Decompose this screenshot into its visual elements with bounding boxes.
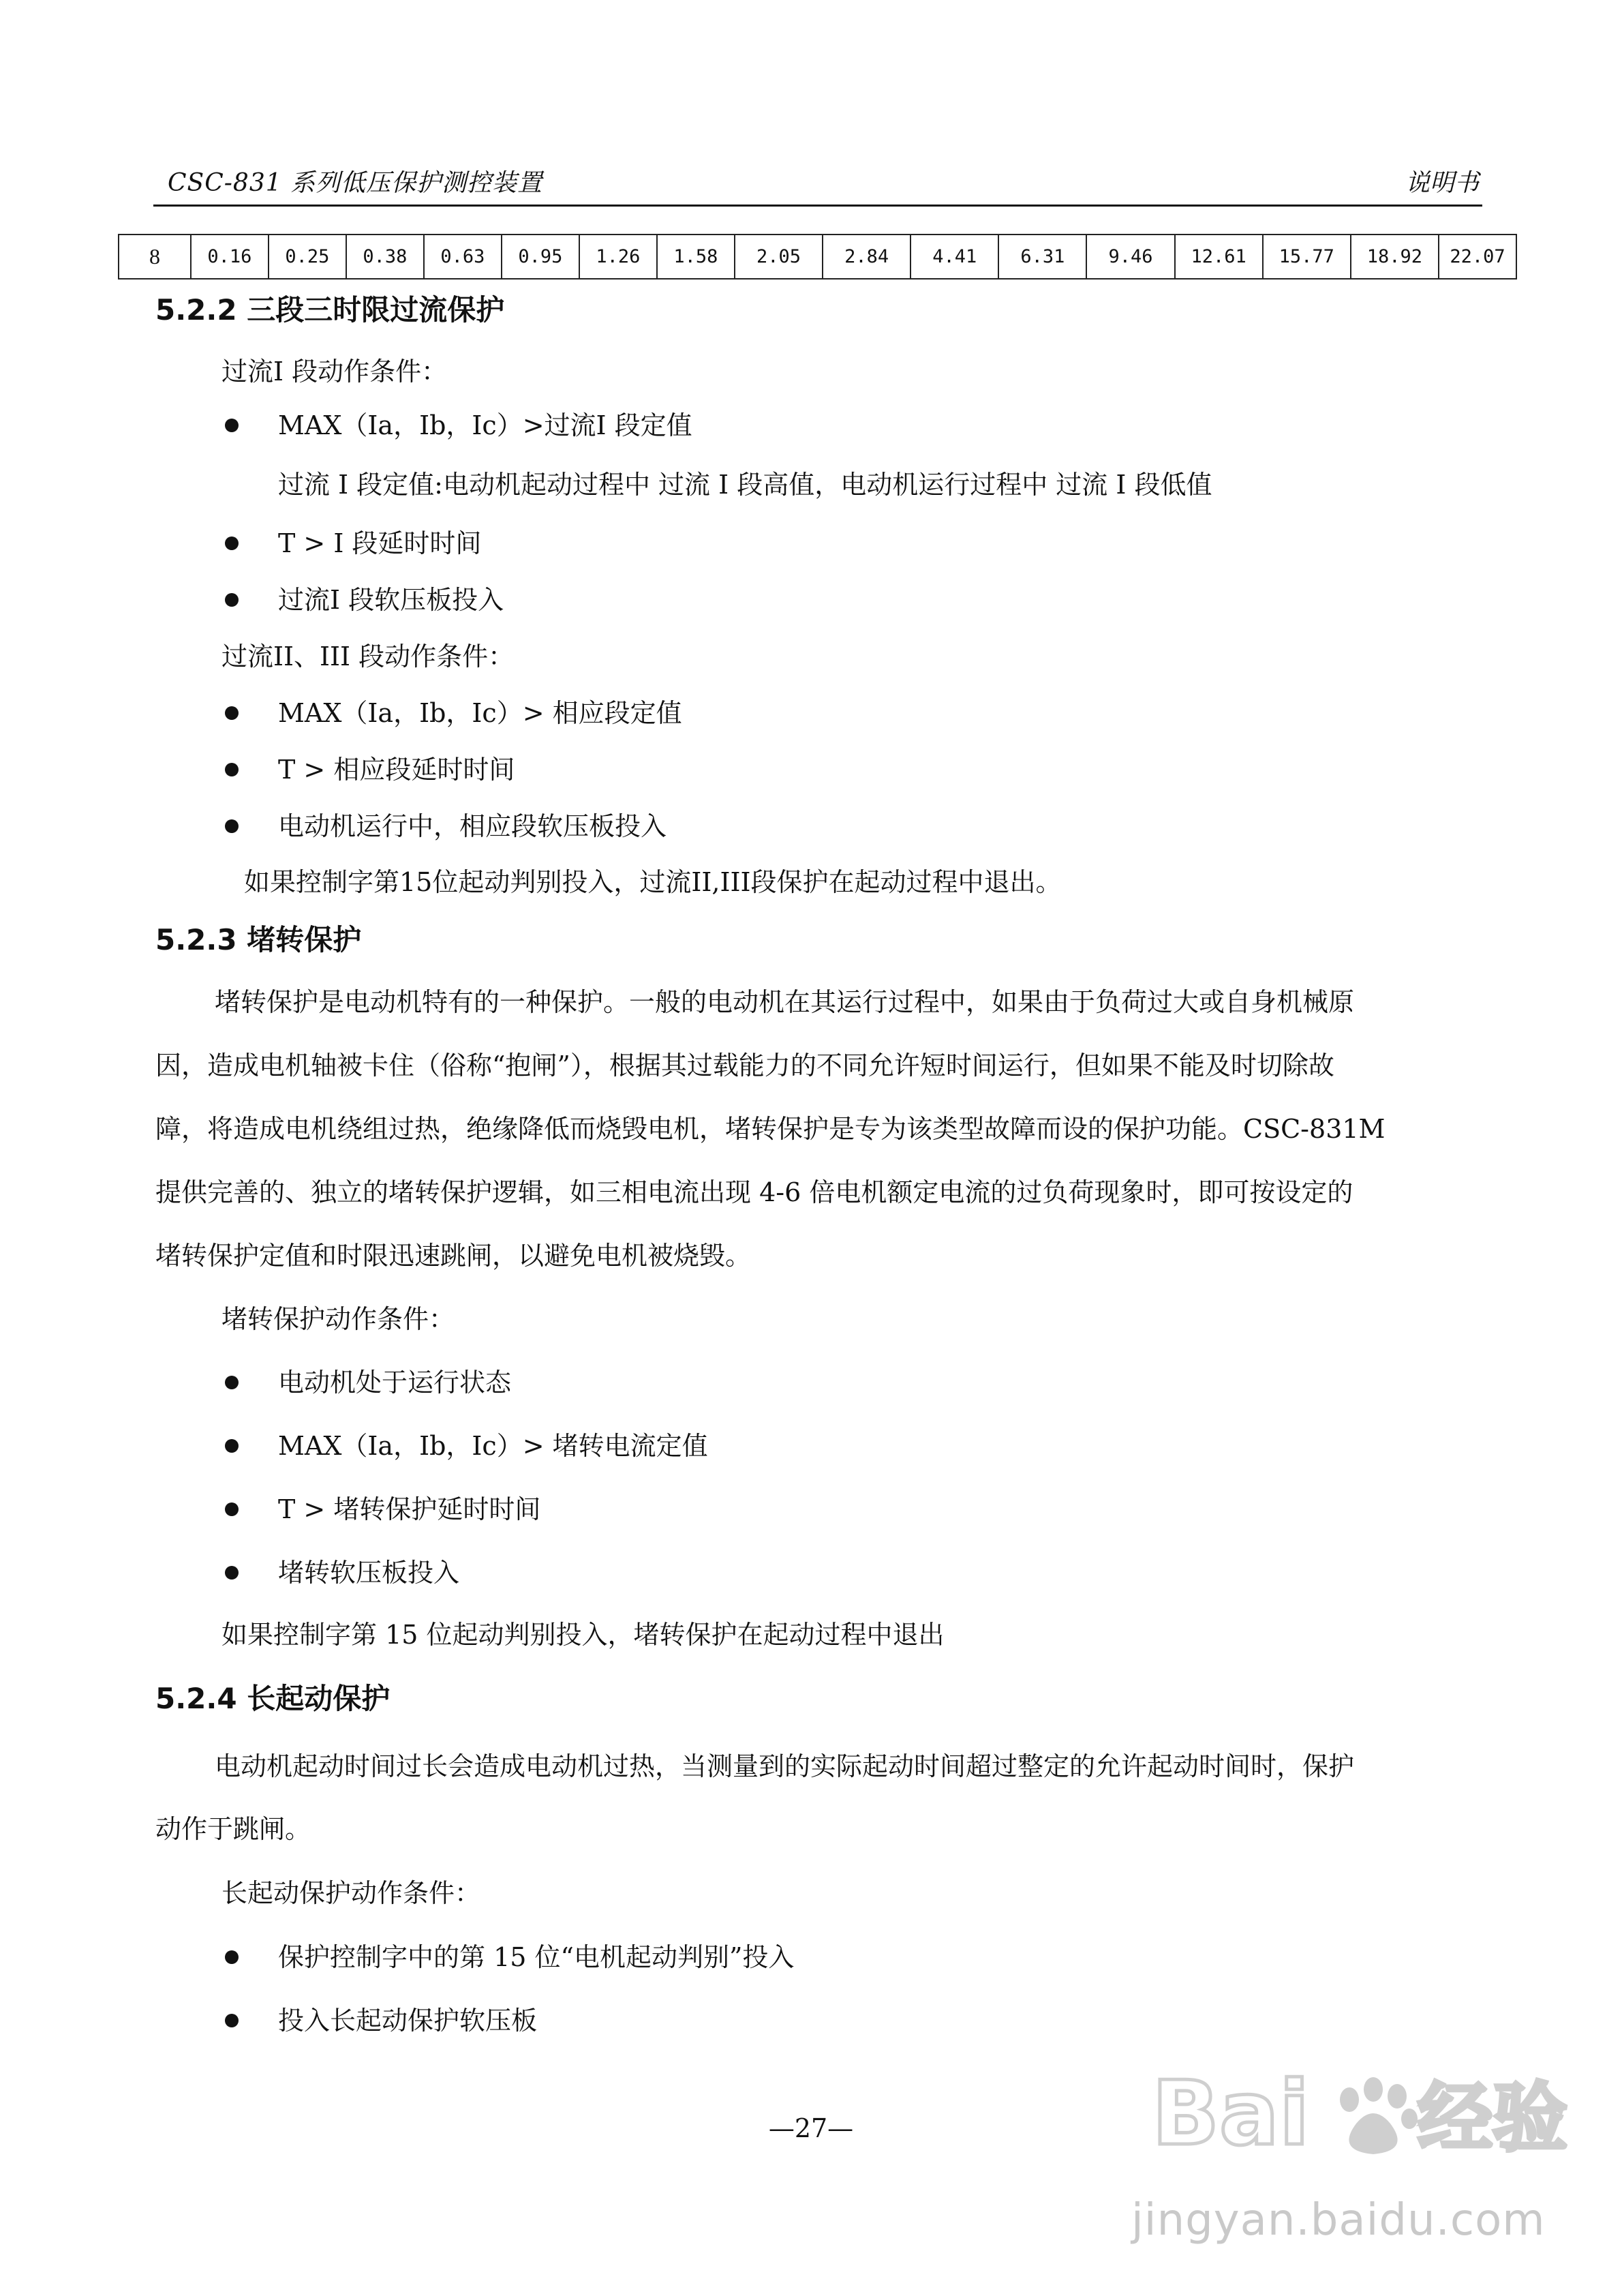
table-cell: 0.25 bbox=[269, 235, 346, 279]
table-cell: 12.61 bbox=[1175, 235, 1263, 279]
table-cell: 0.63 bbox=[424, 235, 502, 279]
header-divider bbox=[153, 205, 1482, 207]
baidu-logo-watermark-icon bbox=[1152, 2059, 1567, 2175]
table-cell: 0.38 bbox=[346, 235, 424, 279]
table-cell: 1.58 bbox=[657, 235, 735, 279]
paragraph-line: 堵转保护定值和时限迅速跳闸，以避免电机被烧毁。 bbox=[155, 1241, 752, 1271]
paragraph-line: 动作于跳闸。 bbox=[155, 1814, 311, 1844]
paragraph-line: 堵转保护是电动机特有的一种保护。一般的电动机在其运行过程中，如果由于负荷过大或自身机械原 bbox=[215, 987, 1355, 1017]
section-heading-5-2-2: 5.2.2 三段三时限过流保护 bbox=[155, 293, 505, 327]
page-number: —27— bbox=[768, 2113, 854, 2143]
bullet-item: 投入长起动保护软压板 bbox=[278, 2006, 538, 2036]
bullet-icon bbox=[225, 2014, 239, 2027]
svg-text:经验: 经验 bbox=[1418, 2074, 1567, 2162]
condition-label: 长起动保护动作条件： bbox=[221, 1878, 481, 1908]
bullet-item: MAX（Ia，Ib，Ic）> 相应段定值 bbox=[278, 698, 682, 728]
coefficient-table bbox=[118, 234, 1517, 280]
bullet-icon bbox=[225, 706, 239, 720]
paragraph-line: 障，将造成电机绕组过热，绝缘降低而烧毁电机，堵转保护是专为该类型故障而设的保护功能。CSC-831M bbox=[155, 1114, 1386, 1144]
bullet-icon bbox=[225, 763, 239, 776]
paragraph-line: 因，造成电机轴被卡住（俗称“抱闸”），根据其过载能力的不同允许短时间运行，但如果不能及时切除故 bbox=[155, 1051, 1334, 1081]
bullet-icon bbox=[225, 537, 239, 550]
bullet-item: 保护控制字中的第 15 位“电机起动判别”投入 bbox=[278, 1942, 795, 1972]
section-heading-5-2-4: 5.2.4 长起动保护 bbox=[155, 1682, 391, 1715]
section-note: 如果控制字第 15 位起动判别投入，堵转保护在起动过程中退出 bbox=[221, 1620, 945, 1650]
table-cell: 1.26 bbox=[579, 235, 657, 279]
table-row bbox=[119, 235, 1516, 279]
table-cell: 6.31 bbox=[998, 235, 1086, 279]
table-cell: 8 bbox=[119, 235, 191, 279]
bullet-item: 电动机运行中，相应段软压板投入 bbox=[278, 811, 667, 841]
table-cell: 15.77 bbox=[1263, 235, 1351, 279]
bullet-item: 电动机处于运行状态 bbox=[278, 1368, 512, 1398]
bullet-note: 过流 I 段定值:电动机起动过程中 过流 I 段高值，电动机运行过程中 过流 I 段低值 bbox=[278, 470, 1212, 500]
table-cell: 22.07 bbox=[1439, 235, 1516, 279]
bullet-item: T > 堵转保护延时时间 bbox=[278, 1494, 541, 1524]
condition-label: 过流I 段动作条件： bbox=[221, 357, 448, 387]
table-cell: 0.16 bbox=[191, 235, 269, 279]
paragraph-line: 电动机起动时间过长会造成电动机过热，当测量到的实际起动时间超过整定的允许起动时间时，保护 bbox=[215, 1751, 1355, 1781]
bullet-icon bbox=[225, 1566, 239, 1580]
condition-label: 过流II、III 段动作条件： bbox=[221, 641, 515, 671]
bullet-icon bbox=[225, 593, 239, 607]
table-cell: 2.84 bbox=[823, 235, 911, 279]
table-cell: 18.92 bbox=[1351, 235, 1439, 279]
paragraph-line: 提供完善的、独立的堵转保护逻辑，如三相电流出现 4-6 倍电机额定电流的过负荷现象时，即可按设定的 bbox=[155, 1177, 1353, 1207]
bullet-icon bbox=[225, 1439, 239, 1453]
bullet-icon bbox=[225, 1950, 239, 1964]
bullet-icon bbox=[225, 1502, 239, 1516]
watermark-url: jingyan.baidu.com bbox=[1131, 2195, 1546, 2246]
bullet-item: 堵转软压板投入 bbox=[278, 1558, 460, 1588]
bullet-icon bbox=[225, 419, 239, 432]
header-title: CSC-831 系列低压保护测控装置 bbox=[168, 169, 543, 197]
bullet-item: T > 相应段延时时间 bbox=[278, 755, 515, 785]
bullet-icon bbox=[225, 819, 239, 833]
bullet-icon bbox=[225, 1376, 239, 1389]
section-note: 如果控制字第15位起动判别投入，过流II,III段保护在起动过程中退出。 bbox=[244, 867, 1062, 897]
table-cell: 2.05 bbox=[735, 235, 823, 279]
svg-text:Bai: Bai bbox=[1152, 2061, 1310, 2165]
table-cell: 9.46 bbox=[1086, 235, 1174, 279]
bullet-item: 过流I 段软压板投入 bbox=[278, 585, 504, 615]
table-cell: 0.95 bbox=[502, 235, 579, 279]
section-heading-5-2-3: 5.2.3 堵转保护 bbox=[155, 923, 362, 956]
bullet-item: T > I 段延时时间 bbox=[278, 528, 482, 558]
bullet-item: MAX（Ia，Ib，Ic）>过流I 段定值 bbox=[278, 410, 692, 440]
header-doc-type: 说明书 bbox=[1405, 169, 1479, 197]
condition-label: 堵转保护动作条件： bbox=[221, 1304, 455, 1334]
bullet-item: MAX（Ia，Ib，Ic）> 堵转电流定值 bbox=[278, 1431, 708, 1461]
table-cell: 4.41 bbox=[911, 235, 998, 279]
